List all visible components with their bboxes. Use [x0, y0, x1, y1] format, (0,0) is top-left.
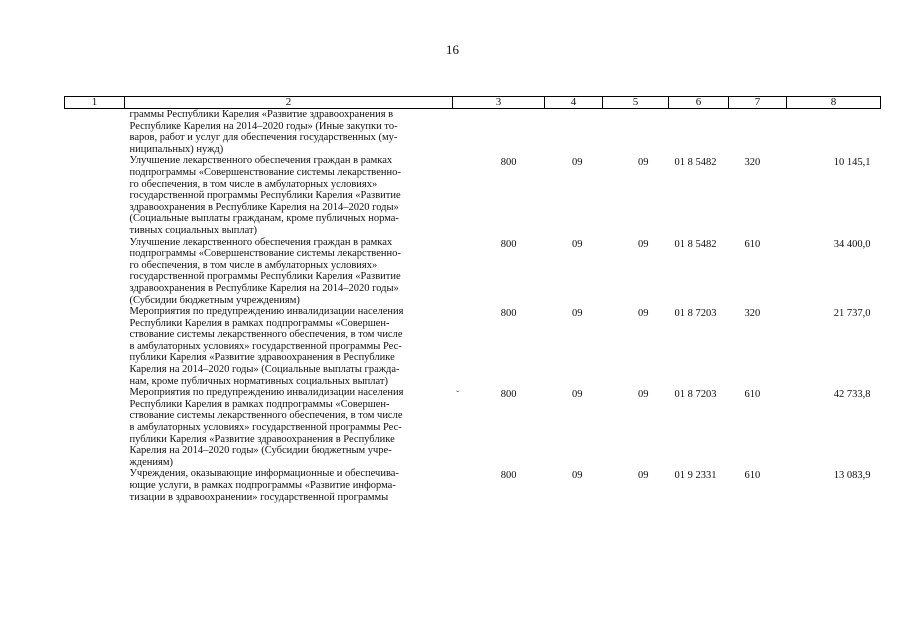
expense-type-code: 610 — [744, 238, 761, 250]
column-header-2: 2 — [125, 97, 453, 109]
amount: 34 400,0 — [833, 238, 871, 250]
row-description — [125, 387, 453, 468]
target-article-code: 01 9 2331 — [674, 470, 717, 482]
description-line: Карелия на 2014–2020 годы» (Социальные выплаты гражда- — [129, 364, 400, 376]
table-row — [65, 387, 881, 468]
description-line: ствование системы лекарственного обеспечения, в том числе — [129, 329, 403, 341]
description-line: Республики Карелия в рамках подпрограммы «Совершен- — [129, 398, 390, 410]
row-number-cell — [65, 387, 125, 468]
description-line: Улучшение лекарственного обеспечения граждан в рамках — [129, 155, 393, 167]
subsection-code — [603, 109, 669, 156]
column-header-8: 8 — [787, 97, 881, 109]
row-number-cell — [65, 468, 125, 503]
description-line: ждениям) — [129, 456, 173, 468]
table-row — [65, 109, 881, 156]
description-line: го обеспечения, в том числе в амбулаторных условиях» — [129, 259, 378, 271]
description-line: Улучшение лекарственного обеспечения граждан в рамках — [129, 236, 393, 248]
description-line: варов, работ и услуг для обеспечения государственных (му- — [129, 132, 398, 144]
row-number-cell — [65, 237, 125, 307]
description-line: государственной программы Республики Карелия «Развитие — [129, 190, 401, 202]
header-row — [65, 97, 881, 109]
description-line: Карелия на 2014–2020 годы» (Субсидии бюджетным учре- — [129, 445, 392, 457]
amount: 10 145,1 — [833, 157, 871, 169]
description-line: ниципальных) нужд) — [129, 143, 224, 155]
row-description — [125, 237, 453, 307]
amount: 21 737,0 — [833, 308, 871, 320]
description-line: Учреждения, оказывающие информационные и обеспечива- — [129, 468, 399, 480]
expense-type-code: 320 — [744, 157, 761, 169]
admin-code: 800 — [500, 308, 517, 320]
row-description — [125, 306, 453, 387]
amount: 42 733,8 — [833, 389, 871, 401]
description-line: граммы Республики Карелия «Развитие здравоохранения в — [129, 109, 394, 120]
description-line: (Субсидии бюджетным учреждениям) — [129, 294, 300, 306]
subsection-code: 09 — [638, 238, 649, 250]
description-line: подпрограммы «Совершенствование системы лекарственно- — [129, 248, 401, 260]
admin-code: 800 — [500, 470, 517, 482]
description-line: подпрограммы «Совершенствование системы лекарственно- — [129, 166, 401, 178]
section-code — [545, 109, 603, 156]
description-line: в амбулаторных условиях» государственной программы Рес- — [129, 422, 402, 434]
description-line: Мероприятия по предупреждению инвалидизации населения — [129, 306, 404, 318]
description-line: тивных социальных выплат) — [129, 224, 258, 236]
column-header-4: 4 — [545, 97, 603, 109]
description-line: тизации в здравоохранении» государственной программы — [129, 491, 389, 503]
description-line: здравоохранения в Республике Карелия на 2014–2020 годы» — [129, 282, 399, 294]
subsection-code: 09 — [638, 157, 649, 169]
section-code: 09 — [572, 389, 583, 401]
expense-type-code — [729, 109, 787, 156]
description-line: публики Карелия «Развитие здравоохранения в Республике — [129, 433, 395, 445]
admin-code: 800 — [500, 157, 517, 169]
target-article-code: 01 8 5482 — [674, 238, 717, 250]
table-body — [65, 109, 881, 504]
row-description — [125, 109, 453, 156]
description-line: ющие услуги, в рамках подпрограммы «Развитие информа- — [129, 480, 396, 491]
expense-type-code: 320 — [744, 308, 761, 320]
target-article-code: 01 8 7203 — [674, 389, 717, 401]
expense-type-code: 610 — [744, 470, 761, 482]
section-code: 09 — [572, 238, 583, 250]
section-code: 09 — [572, 470, 583, 482]
admin-code: 800 — [500, 389, 517, 401]
description-line: го обеспечения, в том числе в амбулаторных условиях» — [129, 178, 378, 190]
description-line: (Социальные выплаты гражданам, кроме публичных норма- — [129, 213, 399, 225]
description-line: в амбулаторных условиях» государственной программы Рес- — [129, 340, 402, 352]
column-header-7: 7 — [729, 97, 787, 109]
table-row — [65, 155, 881, 236]
target-article-code — [669, 109, 729, 156]
subsection-code: 09 — [638, 308, 649, 320]
scan-artifact: ˇ — [456, 390, 460, 401]
column-header-5: 5 — [603, 97, 669, 109]
table-row — [65, 237, 881, 307]
row-number-cell — [65, 306, 125, 387]
section-code: 09 — [572, 308, 583, 320]
description-line: нам, кроме публичных нормативных социальных выплат) — [129, 375, 388, 387]
column-header-3: 3 — [453, 97, 545, 109]
subsection-code: 09 — [638, 470, 649, 482]
table-row — [65, 306, 881, 387]
description-line: Мероприятия по предупреждению инвалидизации населения — [129, 387, 404, 399]
description-line: ствование системы лекарственного обеспечения, в том числе — [129, 410, 403, 422]
row-number-cell — [65, 109, 125, 156]
target-article-code: 01 8 5482 — [674, 157, 717, 169]
description-line: Республике Карелия на 2014–2020 годы» (Иные закупки то- — [129, 120, 398, 132]
admin-code: 800 — [500, 238, 517, 250]
row-number-cell — [65, 155, 125, 236]
budget-table — [64, 96, 881, 503]
amount: 13 083,9 — [833, 470, 871, 482]
target-article-code: 01 8 7203 — [674, 308, 717, 320]
table-header — [65, 97, 881, 109]
row-description — [125, 468, 453, 503]
admin-code — [453, 109, 545, 156]
description-line: публики Карелия «Развитие здравоохранения в Республике — [129, 352, 395, 364]
table-row — [65, 468, 881, 503]
description-line: Республики Карелия в рамках подпрограммы «Совершен- — [129, 317, 390, 329]
page-number: 16 — [446, 42, 459, 57]
expense-type-code: 610 — [744, 389, 761, 401]
amount — [787, 109, 881, 156]
section-code: 09 — [572, 157, 583, 169]
column-header-1: 1 — [65, 97, 125, 109]
description-line: государственной программы Республики Карелия «Развитие — [129, 271, 401, 283]
description-line: здравоохранения в Республике Карелия на 2014–2020 годы» — [129, 201, 399, 213]
row-description — [125, 155, 453, 236]
subsection-code: 09 — [638, 389, 649, 401]
column-header-6: 6 — [669, 97, 729, 109]
